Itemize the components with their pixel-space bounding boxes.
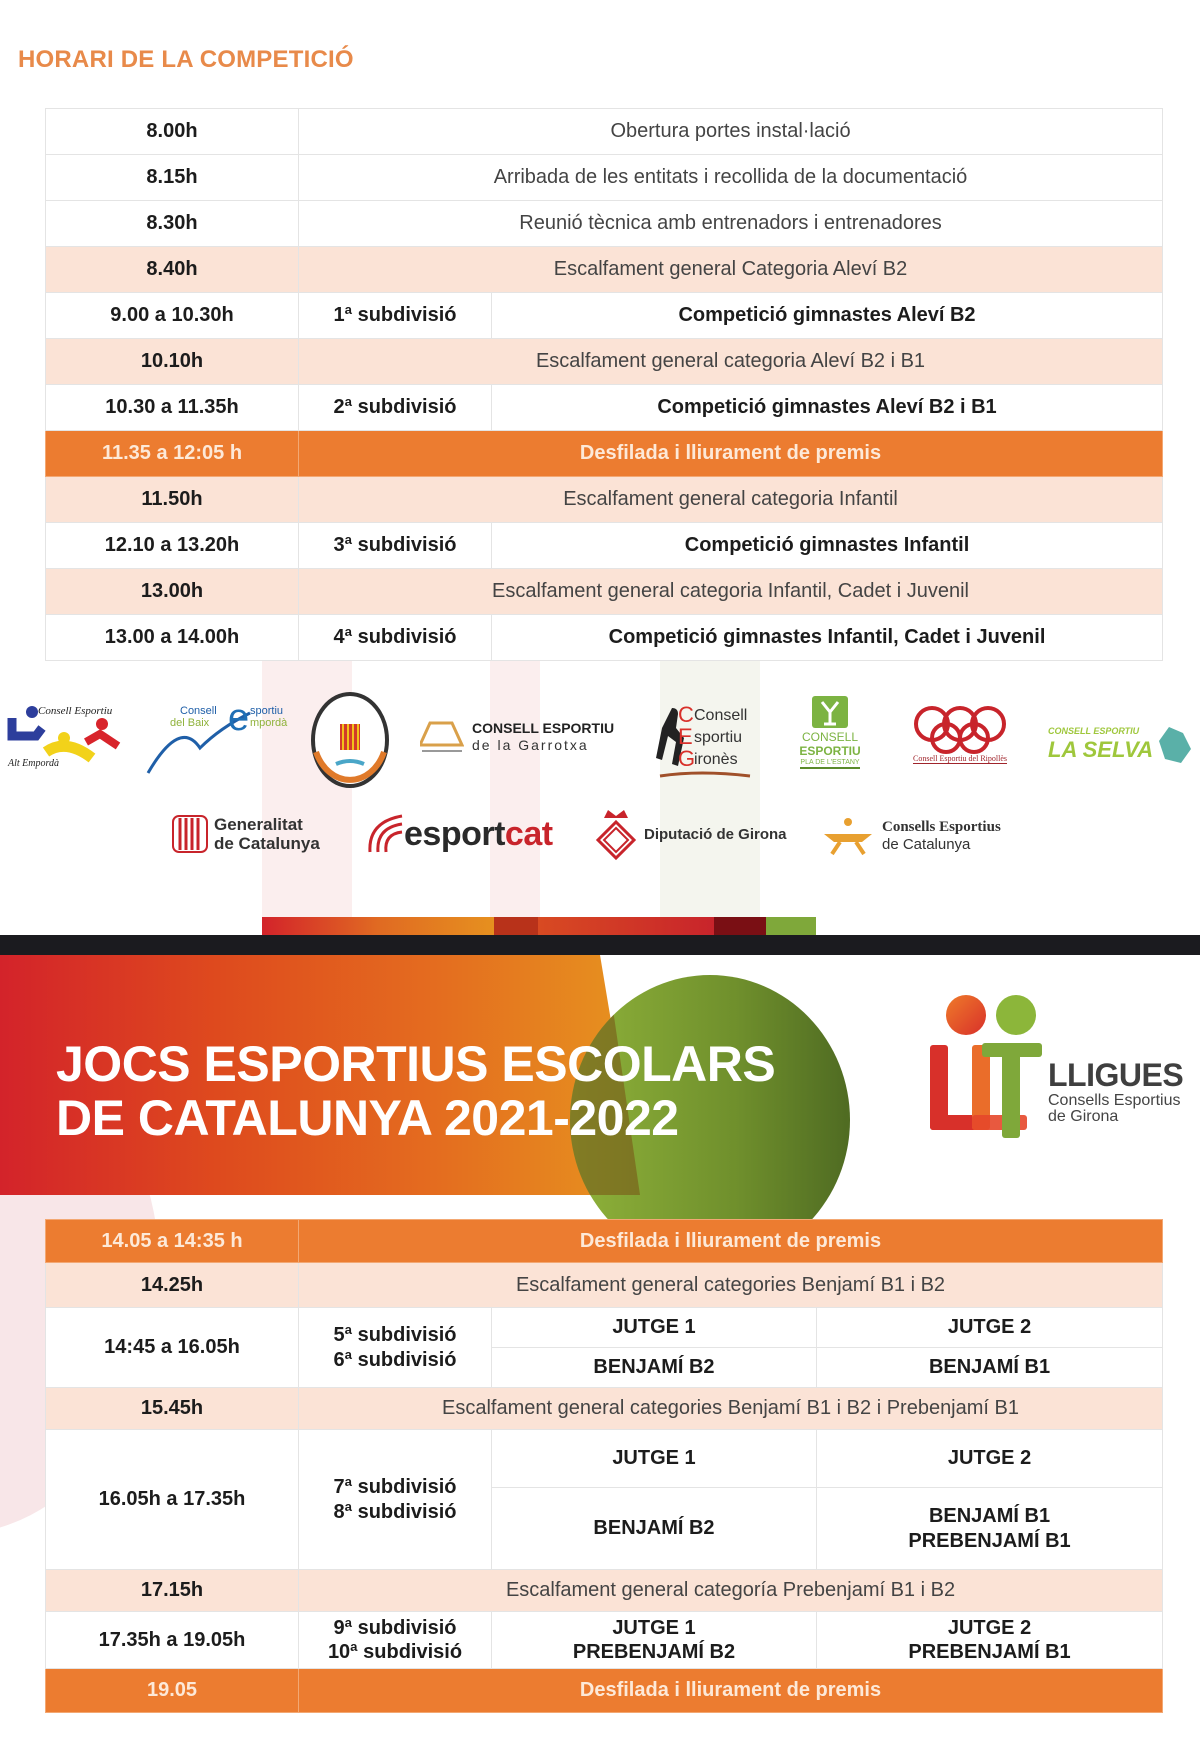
banner-title-line-2: DE CATALUNYA 2021-2022 [56, 1090, 679, 1146]
subdivision-cell [299, 1308, 492, 1388]
judge-cell [817, 1612, 1163, 1669]
alt-emporda-icon [6, 700, 126, 770]
table-row [46, 1570, 1163, 1612]
pla-estany-icon [810, 694, 850, 730]
logo-text: cat [504, 814, 553, 853]
logo-diputacio-girona [594, 806, 787, 862]
desc-cell: Desfilada i lliurament de premis [299, 1220, 1163, 1263]
girones-icon [652, 700, 762, 785]
logo-text: Diputació de Girona [644, 825, 787, 843]
table-row [46, 1612, 1163, 1669]
judge-category-line: BENJAMÍ B1 [928, 1505, 1051, 1528]
time-cell: 16.05h a 17.35h [46, 1430, 299, 1570]
desc-cell: Escalfament general categories Benjamí B1 i B2 [299, 1263, 1163, 1308]
time-cell: 8.40h [46, 247, 299, 293]
svg-text:C: C [678, 702, 694, 727]
logo-text: Consell Esportiu del Ripollès [913, 754, 1007, 763]
la-selva-map-icon [1153, 721, 1193, 765]
time-cell: 11.50h [46, 477, 299, 523]
table-row [46, 339, 1163, 385]
logo-text: de la Garrotxa [472, 737, 589, 753]
lligues-subtitle-line-1: Consells Esportius [1048, 1092, 1181, 1109]
desc-cell: Arribada de les entitats i recollida de la documentació [299, 155, 1163, 201]
decorative-bar [766, 917, 816, 935]
sponsor-logos-row-2 [0, 800, 1200, 870]
judge-category: BENJAMÍ B2 [492, 1348, 817, 1388]
time-cell: 10.10h [46, 339, 299, 385]
time-cell: 19.05 [46, 1669, 299, 1713]
svg-text:Consell Esportiu: Consell Esportiu [38, 705, 113, 717]
table-row [46, 569, 1163, 615]
svg-text:del Baix: del Baix [170, 717, 210, 729]
desc-cell: Competició gimnastes Aleví B2 i B1 [492, 385, 1163, 431]
table-row-highlight [46, 1220, 1163, 1263]
time-cell: 17.15h [46, 1570, 299, 1612]
time-cell: 14:45 a 16.05h [46, 1308, 299, 1388]
ripolles-rings-icon [910, 702, 1010, 754]
judge-category [817, 1488, 1163, 1570]
page-title: HORARI DE LA COMPETICIÓ [18, 46, 354, 73]
svg-text:ironès: ironès [694, 751, 738, 768]
subdivision-cell [299, 1430, 492, 1570]
garrotxa-icon [420, 717, 464, 757]
lligues-name: LLIGUES [1048, 1057, 1184, 1093]
svg-text:G: G [678, 746, 696, 771]
logo-baix-emporda [140, 698, 290, 778]
logo-girones [652, 700, 762, 785]
subdivision-label: 5ª subdivisió [333, 1324, 457, 1347]
baix-emporda-icon [140, 698, 290, 778]
logo-text: Generalitat [214, 815, 303, 834]
table-row [46, 1388, 1163, 1430]
table-row [46, 477, 1163, 523]
desc-cell: Desfilada i lliurament de premis [299, 1669, 1163, 1713]
lligues-subtitle-line-2: de Girona [1048, 1108, 1119, 1125]
logo-circle-orange-icon [946, 995, 986, 1035]
time-cell: 13.00h [46, 569, 299, 615]
desc-cell: Escalfament general categoria Aleví B2 i B1 [299, 339, 1163, 385]
desc-cell: Escalfament general Categoria Aleví B2 [299, 247, 1163, 293]
logo-circle-green-icon [996, 995, 1036, 1035]
table-row [46, 293, 1163, 339]
table-row [46, 155, 1163, 201]
logo-text: ESPORTIU [799, 744, 861, 758]
logo-pla-estany [790, 694, 870, 786]
time-cell: 13.00 a 14.00h [46, 615, 299, 661]
judge-header: JUTGE 1 [492, 1430, 817, 1488]
svg-text:Consell: Consell [180, 705, 217, 717]
time-cell: 12.10 a 13.20h [46, 523, 299, 569]
logo-ripolles [905, 702, 1015, 782]
table-row [46, 615, 1163, 661]
time-cell: 11.35 a 12:05 h [46, 431, 299, 477]
svg-text:E: E [678, 724, 693, 749]
table-row [46, 1430, 1163, 1488]
time-cell: 8.30h [46, 201, 299, 247]
logo-generalitat [172, 814, 320, 854]
image-divider [0, 935, 1200, 955]
desc-cell: Escalfament general categories Benjamí B1 i B2 i Prebenjamí B1 [299, 1388, 1163, 1430]
judge-category: BENJAMÍ B1 [817, 1348, 1163, 1388]
logo-consells-catalunya [820, 816, 1001, 856]
diputacio-crest-icon [594, 806, 638, 862]
time-cell: 14.05 a 14:35 h [46, 1220, 299, 1263]
judge-category-line: PREBENJAMÍ B1 [908, 1529, 1071, 1552]
table-row [46, 385, 1163, 431]
logo-text: PLA DE L'ESTANY [800, 758, 859, 769]
esportcat-icon [362, 812, 404, 856]
subdivision-label: 7ª subdivisió [333, 1476, 457, 1499]
table-row [46, 109, 1163, 155]
desc-cell: Obertura portes instal·lació [299, 109, 1163, 155]
subdivision-label: 8ª subdivisió [333, 1500, 457, 1523]
subdivision-cell [299, 1612, 492, 1669]
desc-cell: Reunió tècnica amb entrenadors i entrenadores [299, 201, 1163, 247]
consells-catalunya-icon [820, 816, 876, 856]
table-row [46, 1263, 1163, 1308]
svg-text:Alt Empordà: Alt Empordà [8, 758, 60, 769]
logo-text: LA SELVA [1048, 737, 1154, 762]
desc-cell: Escalfament general categoria Infantil, Cadet i Juvenil [299, 569, 1163, 615]
subdivision-cell: 2ª subdivisió [299, 385, 492, 431]
logo-text: CONSELL ESPORTIU [472, 720, 615, 736]
time-cell: 8.00h [46, 109, 299, 155]
desc-cell: Desfilada i lliurament de premis [299, 431, 1163, 477]
decorative-bar [714, 917, 766, 935]
desc-cell: Competició gimnastes Infantil [492, 523, 1163, 569]
judge-header: JUTGE 2 [817, 1430, 1163, 1488]
time-cell: 15.45h [46, 1388, 299, 1430]
subdivision-cell: 4ª subdivisió [299, 615, 492, 661]
table-row-highlight [46, 1669, 1163, 1713]
svg-text:e: e [228, 698, 250, 739]
logo-letter-t-icon [1002, 1043, 1020, 1138]
svg-text:sportiu: sportiu [250, 705, 284, 717]
svg-text:sportiu: sportiu [694, 729, 743, 746]
judge-header: JUTGE 1 [612, 1616, 696, 1639]
schedule-page-bottom [0, 955, 1200, 1741]
time-cell: 10.30 a 11.35h [46, 385, 299, 431]
desc-cell: Competició gimnastes Infantil, Cadet i Juvenil [492, 615, 1163, 661]
table-row [46, 201, 1163, 247]
time-cell: 17.35h a 19.05h [46, 1612, 299, 1669]
svg-text:Consell: Consell [694, 707, 748, 724]
svg-text:mpordà: mpordà [250, 717, 288, 729]
banner-title [56, 1037, 775, 1145]
logo-seal [310, 690, 390, 790]
seal-icon [310, 690, 390, 790]
judge-category: BENJAMÍ B2 [492, 1488, 817, 1570]
decorative-bar [262, 917, 494, 935]
judge-header: JUTGE 2 [947, 1616, 1032, 1639]
logo-alt-emporda [6, 700, 126, 770]
time-cell: 8.15h [46, 155, 299, 201]
judge-category: PREBENJAMÍ B2 [572, 1641, 736, 1663]
subdivision-label: 9ª subdivisió [333, 1616, 457, 1639]
logo-text: esport [404, 814, 505, 853]
logo-esportcat [362, 812, 553, 856]
lligues-subtitle [1048, 1093, 1181, 1125]
logo-text: CONSELL [801, 730, 859, 744]
logo-text: de Catalunya [882, 836, 971, 853]
lligues-logo [930, 995, 1200, 1135]
sponsor-logos-row-1 [0, 690, 1200, 800]
subdivision-label: 10ª subdivisió [327, 1641, 463, 1663]
subdivision-cell: 3ª subdivisió [299, 523, 492, 569]
table-row [46, 523, 1163, 569]
decorative-bar [494, 917, 538, 935]
subdivision-label: 6ª subdivisió [333, 1348, 457, 1371]
desc-cell: Escalfament general categoría Prebenjamí B1 i B2 [299, 1570, 1163, 1612]
judge-cell [492, 1612, 817, 1669]
logo-text: CONSELL ESPORTIU [1048, 726, 1140, 736]
subdivision-cell: 1ª subdivisió [299, 293, 492, 339]
desc-cell: Competició gimnastes Aleví B2 [492, 293, 1163, 339]
generalitat-icon [172, 814, 208, 854]
judge-category: PREBENJAMÍ B1 [908, 1641, 1071, 1663]
time-cell: 14.25h [46, 1263, 299, 1308]
banner-title-line-1: JOCS ESPORTIUS ESCOLARS [56, 1036, 776, 1092]
desc-cell: Escalfament general categoria Infantil [299, 477, 1163, 523]
judge-header: JUTGE 1 [492, 1308, 817, 1348]
schedule-table-afternoon [45, 1219, 1163, 1713]
logo-text: de Catalunya [214, 834, 320, 853]
time-cell: 9.00 a 10.30h [46, 293, 299, 339]
logo-text: Consells Esportius [882, 819, 1001, 835]
logo-garrotxa [420, 712, 620, 762]
table-row [46, 247, 1163, 293]
judge-header: JUTGE 2 [817, 1308, 1163, 1348]
table-row-highlight [46, 431, 1163, 477]
table-row [46, 1308, 1163, 1348]
schedule-table-morning [45, 108, 1163, 661]
decorative-bar [538, 917, 714, 935]
logo-la-selva [1048, 718, 1200, 768]
